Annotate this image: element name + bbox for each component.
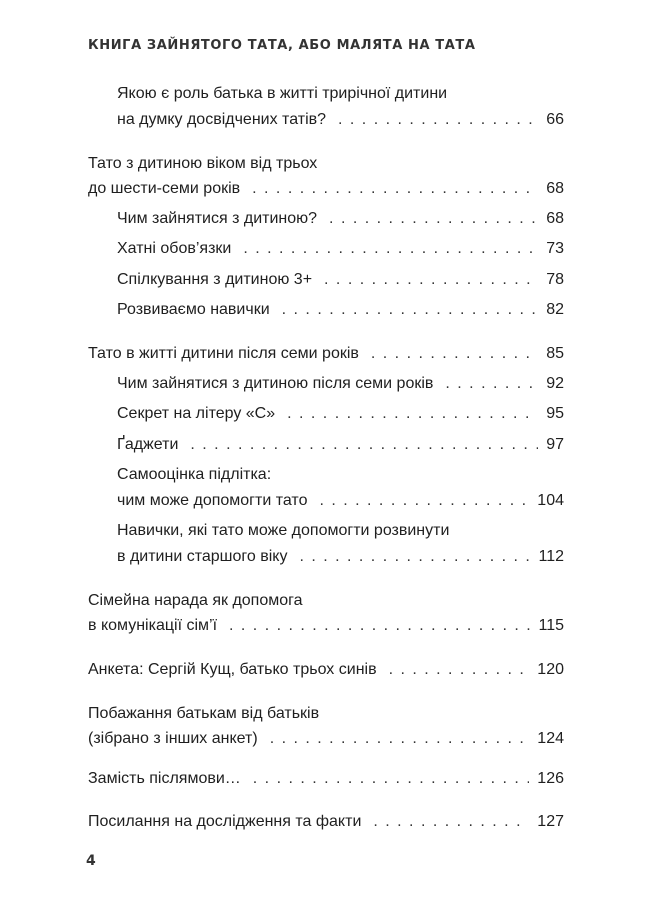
toc-page-number: 127 [537, 813, 564, 830]
toc-page-number: 92 [546, 375, 564, 392]
toc-entry-title: Хатні обов’язки [117, 240, 232, 257]
toc-entry-line [88, 152, 317, 176]
toc-page-number: 112 [538, 548, 564, 565]
toc-entry-title: Тато в житті дитини після семи років [88, 345, 359, 362]
toc-entry-title: (зібрано з інших анкет) [88, 730, 258, 747]
toc-entry-title: до шести-семи років [88, 180, 241, 197]
toc-entry-title: Анкета: Сергій Кущ, батько трьох синів [88, 661, 377, 678]
dot-leader [287, 402, 538, 426]
dot-leader [319, 489, 529, 513]
toc-page-number: 124 [537, 730, 564, 747]
toc-entry-title: Чим зайнятися з дитиною після семи років [117, 375, 434, 392]
toc-page-number: 126 [537, 770, 564, 787]
toc-entry-title: чим може допомогти тато [117, 492, 308, 509]
toc-entry[interactable] [117, 207, 564, 231]
toc-entry[interactable] [88, 614, 564, 638]
dot-leader [371, 342, 538, 366]
toc-entry-title: в комунікації сім’ї [88, 617, 218, 634]
toc-entry-title: на думку досвідчених татів? [117, 111, 327, 128]
toc-page-number: 120 [537, 661, 564, 678]
toc-entry-title: Розвиваємо навички [117, 301, 270, 318]
dot-leader [445, 372, 538, 396]
toc-entry-title: Тато з дитиною віком від трьох [88, 155, 318, 172]
toc-page-number: 68 [546, 180, 564, 197]
toc-entry[interactable] [88, 810, 564, 834]
toc-entry[interactable] [88, 727, 564, 751]
toc-entry[interactable] [117, 545, 564, 569]
toc-entry[interactable] [88, 767, 564, 791]
toc-entry-title: Спілкування з дитиною 3+ [117, 271, 313, 288]
toc-entry-title: Навички, які тато може допомогти розвинути [117, 522, 450, 539]
dot-leader [252, 177, 538, 201]
toc-entry[interactable] [88, 658, 564, 682]
toc-entry[interactable] [88, 342, 564, 366]
toc-page-number: 85 [546, 345, 564, 362]
dot-leader [253, 767, 530, 791]
toc-entry-title: Самооцінка підлітка: [117, 466, 272, 483]
dot-leader [329, 207, 538, 231]
dot-leader [338, 108, 538, 132]
toc-entry[interactable] [117, 489, 564, 513]
dot-leader [324, 268, 538, 292]
toc-entry-line [117, 519, 449, 543]
toc-page-number: 95 [546, 405, 564, 422]
toc-entry-line [88, 589, 303, 613]
toc-entry[interactable] [117, 402, 564, 426]
dot-leader [373, 810, 529, 834]
dot-leader [243, 237, 538, 261]
toc-entry-line [117, 82, 447, 106]
toc-entry-title: Чим зайнятися з дитиною? [117, 210, 318, 227]
toc-page-number: 68 [546, 210, 564, 227]
dot-leader [270, 727, 530, 751]
toc-entry[interactable] [117, 268, 564, 292]
toc-entry[interactable] [117, 298, 564, 322]
page-number: 4 [86, 853, 96, 869]
toc-entry-title: Побажання батькам від батьків [88, 705, 320, 722]
toc-page-number: 66 [546, 111, 564, 128]
toc-entry[interactable] [117, 433, 564, 457]
dot-leader [229, 614, 530, 638]
toc-entry-line [88, 702, 319, 726]
toc-entry[interactable] [117, 108, 564, 132]
toc-entry-title: Замість післямови… [88, 770, 241, 787]
toc-entry-title: в дитини старшого віку [117, 548, 288, 565]
toc-page-number: 104 [537, 492, 564, 509]
toc-entry[interactable] [117, 372, 564, 396]
toc-page-number: 115 [538, 617, 564, 634]
toc-entry-title: Ґаджети [117, 436, 179, 453]
toc-page-number: 78 [546, 271, 564, 288]
toc-entry-title: Секрет на літеру «С» [117, 405, 276, 422]
toc-entry[interactable] [88, 177, 564, 201]
toc-entry-title: Посилання на дослідження та факти [88, 813, 362, 830]
toc-page-number: 73 [546, 240, 564, 257]
dot-leader [190, 433, 538, 457]
dot-leader [299, 545, 530, 569]
dot-leader [389, 658, 530, 682]
toc-entry[interactable] [117, 237, 564, 261]
toc-page-number: 82 [546, 301, 564, 318]
running-head: КНИГА ЗАЙНЯТОГО ТАТА, АБО МАЛЯТА НА ТАТА [88, 38, 476, 53]
toc-entry-title: Сімейна нарада як допомога [88, 592, 303, 609]
toc-entry-title: Якою є роль батька в житті трирічної дитини [117, 85, 448, 102]
dot-leader [282, 298, 539, 322]
toc-entry-line [117, 463, 271, 487]
toc-page-number: 97 [546, 436, 564, 453]
